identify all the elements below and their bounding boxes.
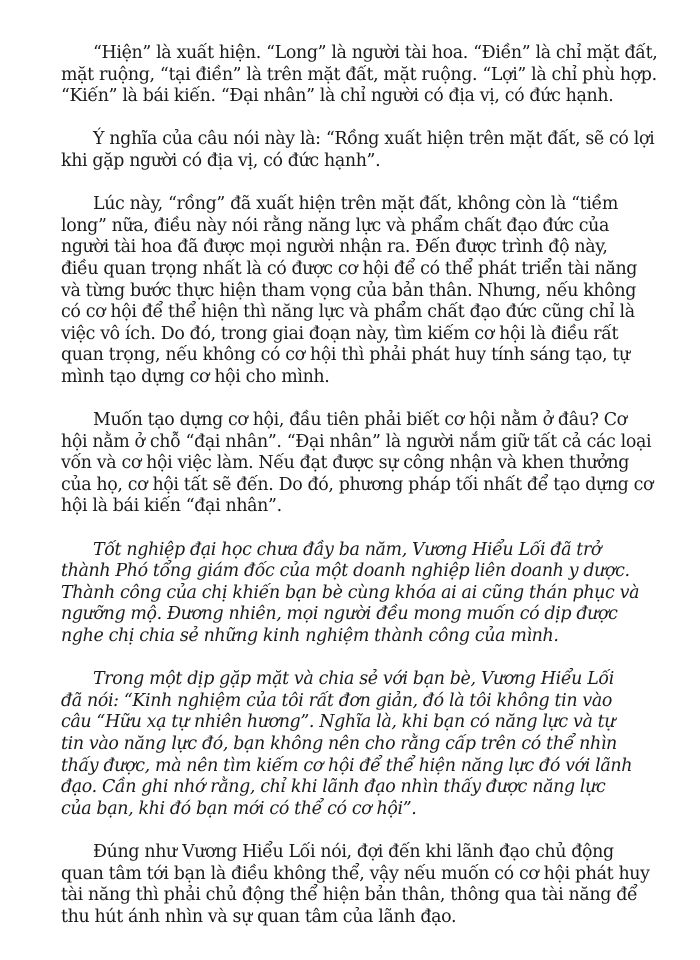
text-line: hội là bái kiến “đại nhân”. — [61, 496, 282, 517]
text-line: Đúng như Vương Hiểu Lối nói, đợi đến khi lãnh đạo chủ động — [93, 841, 614, 862]
text-line: điều quan trọng nhất là có được cơ hội để có thể phát triển tài năng — [61, 258, 638, 279]
text-line: khi gặp người có địa vị, có đức hạnh”. — [61, 150, 381, 171]
text-line: người tài hoa đã được mọi người nhận ra. Đến được trình độ này, — [61, 237, 608, 258]
text-line: mặt ruộng, “tại điền” là trên mặt đất, mặt ruộng. “Lợi” là chỉ phù hợp. — [61, 64, 657, 85]
text-line: việc vô ích. Do đó, trong giai đoạn này, tìm kiếm cơ hội là điều rất — [61, 323, 619, 344]
text-line: “Hiện” là xuất hiện. “Long” là người tài hoa. “Điền” là chỉ mặt đất, — [93, 43, 658, 63]
text-line: của họ, cơ hội tất sẽ đến. Do đó, phương pháp tối nhất để tạo dựng cơ — [61, 474, 654, 495]
paragraph-conclusion — [61, 842, 661, 928]
text-line: Thành công của chị khiến bạn bè cùng khóa ai ai cũng thán phục và — [61, 582, 640, 603]
paragraph-create-opportunity — [61, 410, 661, 518]
paragraph-example-story — [61, 540, 661, 648]
paragraph-meaning — [61, 129, 661, 172]
text-line: Ý nghĩa của câu nói này là: “Rồng xuất hiện trên mặt đất, sẽ có lợi — [93, 129, 655, 150]
text-line: long” nữa, điều này nói rằng năng lực và phẩm chất đạo đức của — [61, 215, 609, 236]
text-line: ngưỡng mộ. Đương nhiên, mọi người đều mong muốn có dịp được — [61, 604, 618, 625]
text-line: quan trọng, nếu không có cơ hội thì phải phát huy tính sáng tạo, tự — [61, 345, 630, 366]
paragraph-dragon-emerged — [61, 194, 661, 388]
text-line: tài năng thì phải chủ động thể hiện bản thân, thông qua tài năng để — [61, 885, 638, 906]
text-line: và từng bước thực hiện tham vọng của bản thân. Nhưng, nếu không — [61, 280, 637, 301]
text-line: đạo. Cần ghi nhớ rằng, chỉ khi lãnh đạo nhìn thấy được năng lực — [61, 777, 606, 798]
text-line: có cơ hội để thể hiện thì năng lực và phẩm chất đạo đức cũng chỉ là — [61, 302, 635, 323]
text-line: hội nằm ở chỗ “đại nhân”. “Đại nhân” là người nắm giữ tất cả các loại — [61, 431, 652, 452]
text-line: đã nói: “Kinh nghiệm của tôi rất đơn giản, đó là tôi không tin vào — [61, 690, 612, 711]
text-line: mình tạo dựng cơ hội cho mình. — [61, 366, 330, 387]
text-line: thành Phó tổng giám đốc của một doanh nghiệp liên doanh y dược. — [61, 561, 630, 582]
text-line: Trong một dịp gặp mặt và chia sẻ với bạn bè, Vương Hiểu Lối — [93, 669, 614, 690]
text-line: quan tâm tới bạn là điều không thể, vậy nếu muốn có cơ hội phát huy — [61, 863, 650, 884]
paragraph-definitions — [61, 43, 661, 108]
text-line: nghe chị chia sẻ những kinh nghiệm thành công của mình. — [61, 626, 559, 647]
text-line: thu hút ánh nhìn và sự quan tâm của lãnh đạo. — [61, 906, 457, 927]
text-line: “Kiến” là bái kiến. “Đại nhân” là chỉ người có địa vị, có đức hạnh. — [61, 86, 614, 107]
text-line: tin vào năng lực đó, bạn không nên cho rằng cấp trên có thể nhìn — [61, 734, 617, 754]
document-page — [61, 43, 661, 950]
paragraph-example-quote — [61, 669, 661, 820]
text-line: của bạn, khi đó bạn mới có thể có cơ hội”. — [61, 798, 417, 819]
text-line: Tốt nghiệp đại học chưa đầy ba năm, Vương Hiểu Lối đã trở — [93, 539, 602, 560]
text-line: Lúc này, “rồng” đã xuất hiện trên mặt đất, không còn là “tiềm — [93, 194, 619, 215]
text-line: vốn và cơ hội việc làm. Nếu đạt được sự công nhận và khen thưởng — [61, 453, 630, 474]
text-line: câu “Hữu xạ tự nhiên hương”. Nghĩa là, khi bạn có năng lực và tự — [61, 712, 616, 733]
text-line: thấy được, mà nên tìm kiếm cơ hội để thể hiện năng lực đó với lãnh — [61, 755, 633, 776]
text-line: Muốn tạo dựng cơ hội, đầu tiên phải biết cơ hội nằm ở đâu? Cơ — [93, 410, 627, 431]
